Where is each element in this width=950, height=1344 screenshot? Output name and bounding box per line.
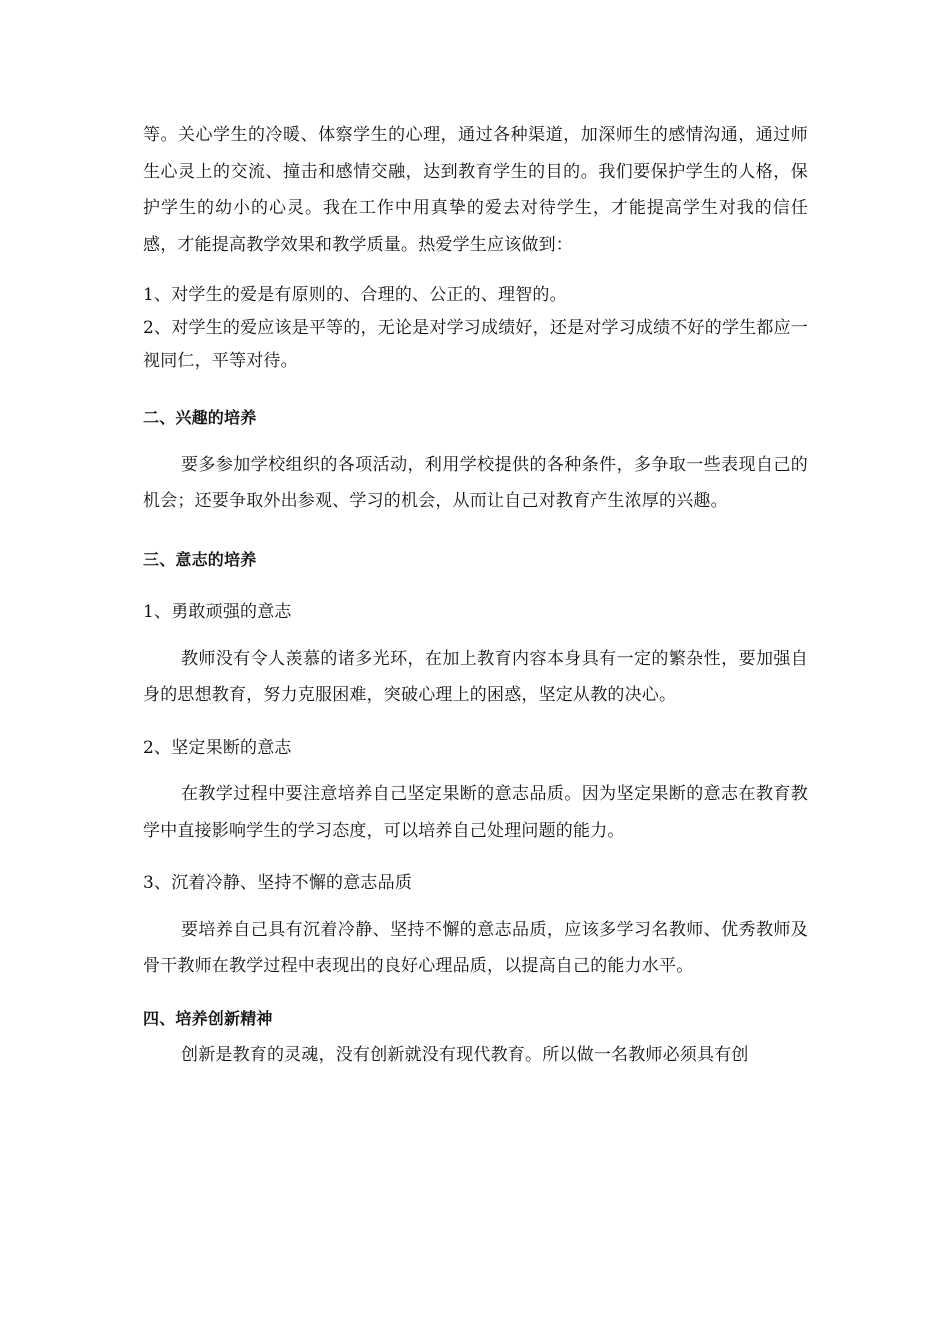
spacer [143,578,808,594]
love-point-2: 2、对学生的爱应该是平等的，无论是对学习成绩好，还是对学习成绩不好的学生都应一视同仁，平等对待。 [143,318,808,371]
spacer [143,437,808,447]
spacer [143,902,808,912]
will-item-title-1: 1、勇敢顽强的意志 [143,602,292,622]
will-item-body-2: 在教学过程中要注意培养自己坚定果断的意志品质。因为坚定果断的意志在教育教学中直接影响学生的学习态度，可以培养自己处理问题的能力。 [143,784,808,841]
spacer [143,714,808,730]
spacer [143,849,808,865]
will-item-body-3: 要培养自己具有沉着冷静、坚持不懈的意志品质，应该多学习名教师、优秀教师及骨干教师在教学过程中表现出的良好心理品质，以提高自己的能力水平。 [143,919,808,976]
intro-paragraph: 等。关心学生的冷暖、体察学生的心理，通过各种渠道，加深师生的感情沟通，通过师生心灵上的交流、撞击和感情交融，达到教育学生的目的。我们要保护学生的人格，保护学生的幼小的心灵。我在工作中用真挚的爱去对待学生，才能提高学生对我的信任感，才能提高教学效果和教学质量。热爱学生应该做到： [143,125,808,255]
spacer [143,631,808,641]
will-item-title-2: 2、坚定果断的意志 [143,737,292,758]
spacer [143,263,808,279]
section-heading-interest: 二、兴趣的培养 [143,408,257,427]
love-point-1: 1、对学生的爱是有原则的、合理的、公正的、理智的。 [143,285,567,305]
will-item-title-3: 3、沉着冷静、坚持不懈的意志品质 [143,873,413,893]
section-heading-will: 三、意志的培养 [143,549,257,569]
section-body-innovation: 创新是教育的灵魂，没有创新就没有现代教育。所以做一名教师必须具有创 [181,1045,749,1065]
spacer [143,378,808,400]
section-heading-innovation: 四、培养创新精神 [143,1008,273,1028]
spacer [143,520,808,542]
will-item-body-1: 教师没有令人羡慕的诸多光环，在加上教育内容本身具有一定的繁杂性，要加强自身的思想教育，努力克服困难，突破心理上的困惑，坚定从教的决心。 [143,648,808,705]
document-content [143,117,808,1074]
section-body-interest: 要多参加学校组织的各项活动，利用学校提供的各种条件，多争取一些表现自己的机会；还要争取外出参观、学习的机会，从而让自己对教育产生浓厚的兴趣。 [143,454,808,511]
spacer [143,766,808,776]
spacer [143,985,808,1001]
